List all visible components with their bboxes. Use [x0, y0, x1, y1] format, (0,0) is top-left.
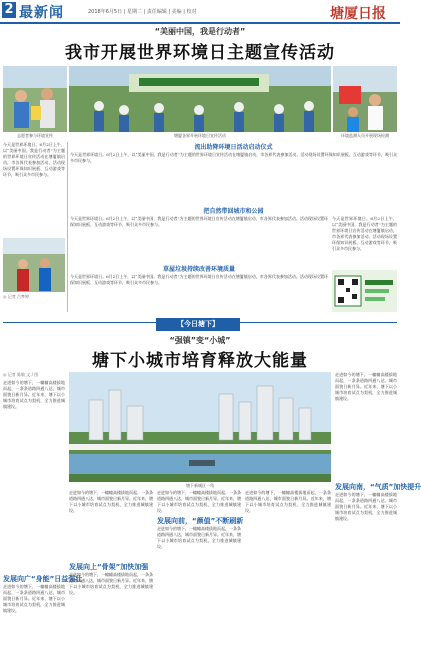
- story2-kicker: “强镇”变“小城”: [169, 336, 231, 345]
- photo-tangxia-city: [69, 372, 331, 482]
- story1-headline: 我市开展世界环境日主题宣传活动: [65, 43, 335, 63]
- story1-subhead-2: 把自然带回城市和公园: [203, 208, 264, 215]
- story2-body-7: 走进如今的塘下，一幢幢高楼拔地而起，一条条道路四通八达，城市面貌日新月异。近年来，塘下以小城市培育试点为契机，全力推进城镇建设。: [335, 372, 397, 401]
- photo-credit: ◎ 记者 吕梦婷: [3, 294, 30, 299]
- photo-volunteers: [3, 66, 67, 132]
- photo-left-column: [3, 238, 65, 292]
- story2-credit: ◎ 记者 陈敏 文 / 图: [3, 372, 39, 377]
- column-divider: [67, 142, 68, 312]
- section-title: 最新闻: [19, 5, 64, 21]
- story1-lead: 今天是世界环境日。6月2日上午，以“美丽中国，我是行动者”为主题的世界环境日宣传活动在塘厦镇启动，市各界代表参加活动。活动现场设置环保知识展板、互动游戏等环节，吸引众多市民参与。: [3, 142, 65, 177]
- story1-kicker: “美丽中国，我是行动者”: [154, 27, 246, 36]
- story2-body-2: 走进如今的塘下，一幢幢高楼拔地而起，一条条道路四通八达，城市面貌日新月异。近年来，塘下以小城市培育试点为契机，全力推进城镇建设。: [69, 490, 153, 513]
- story2-photo-caption: 塘下新城区一角: [186, 483, 214, 488]
- story1-body-3: 今天是世界环境日。6月2日上午，以“美丽中国，我是行动者”为主题的世界环境日宣传活动在塘厦镇启动，市各界代表参加活动。活动现场设置环保知识展板、互动游戏等环节，吸引众多市民参与。: [70, 274, 328, 285]
- caption-2: 塘厦各界开展环境日宣传活动: [174, 133, 226, 138]
- story2-lead: 走进如今的塘下，一幢幢高楼拔地而起，一条条道路四通八达，城市面貌日新月异。近年来，塘下以小城市培育试点为契机，全力推进城镇建设。: [3, 380, 65, 409]
- story2-body-3: 走进如今的塘下，一幢幢高楼拔地而起，一条条道路四通八达，城市面貌日新月异。近年来，塘下以小城市培育试点为契机，全力推进城镇建设。: [69, 572, 153, 595]
- story2-body-4: 走进如今的塘下，一幢幢高楼拔地而起，一条条道路四通八达，城市面貌日新月异。近年来，塘下以小城市培育试点为契机，全力推进城镇建设。: [157, 490, 241, 513]
- story2-body-6: 走进如今的塘下，一幢幢高楼拔地而起，一条条道路四通八达，城市面貌日新月异。近年来，塘下以小城市培育试点为契机，全力推进城镇建设。: [245, 490, 331, 513]
- photo-event-crowd: [69, 66, 331, 132]
- story1-subhead-1: 流出助降环境日活动启动仪式: [194, 144, 273, 151]
- story2-body-5: 走进如今的塘下，一幢幢高楼拔地而起，一条条道路四通八达，城市面貌日新月异。近年来，塘下以小城市培育试点为契机，全力推进城镇建设。: [157, 526, 241, 549]
- qr-banner: [332, 270, 397, 312]
- story2-headline: 塘下小城市培育释放大能量: [92, 351, 308, 371]
- story1-body-2: 今天是世界环境日。6月2日上午，以“美丽中国，我是行动者”为主题的世界环境日宣传活动在塘厦镇启动，市各界代表参加活动。活动现场设置环保知识展板、互动游戏等环节，吸引众多市民参与。: [70, 216, 328, 227]
- story2-subhead-2: 发展向上“骨架”加快加强: [69, 563, 149, 571]
- today-tag: 【今日塘下】: [156, 318, 240, 331]
- page-number: 2: [2, 2, 16, 18]
- issue-meta: 2018年6月5日 | 星期二 | 责任编辑 | 美编 | 校对: [88, 9, 197, 15]
- caption-3: 环境监测人员开展现场检测: [341, 133, 389, 138]
- caption-1: 志愿者参与环境宣传: [17, 133, 53, 138]
- story1-body-1: 今天是世界环境日。6月2日上午，以“美丽中国，我是行动者”为主题的世界环境日宣传活动在塘厦镇启动，市各界代表参加活动。活动现场设置环保知识展板、互动游戏等环节，吸引众多市民参与。: [70, 152, 397, 163]
- story2-subhead-1: 发展向广“身能”日益强壮: [3, 575, 83, 583]
- story2-subhead-4: 发展向南，“气质”加快提升: [335, 483, 421, 491]
- newspaper-logo: 塘厦日报: [330, 6, 386, 22]
- story2-subhead-3: 发展向前，“颜值”不断刷新: [157, 517, 244, 525]
- photo-monitoring: [333, 66, 397, 132]
- story1-subhead-3: 草屋垃圾持续改善环境质量: [162, 266, 235, 273]
- story1-body-4: 今天是世界环境日。6月2日上午，以“美丽中国，我是行动者”为主题的世界环境日宣传活动在塘厦镇启动，市各界代表参加活动。活动现场设置环保知识展板、互动游戏等环节，吸引众多市民参与。: [332, 216, 397, 251]
- story2-body-8: 走进如今的塘下，一幢幢高楼拔地而起，一条条道路四通八达，城市面貌日新月异。近年来，塘下以小城市培育试点为契机，全力推进城镇建设。: [335, 492, 397, 521]
- story2-body-1: 走进如今的塘下，一幢幢高楼拔地而起，一条条道路四通八达，城市面貌日新月异。近年来，塘下以小城市培育试点为契机，全力推进城镇建设。: [3, 584, 65, 613]
